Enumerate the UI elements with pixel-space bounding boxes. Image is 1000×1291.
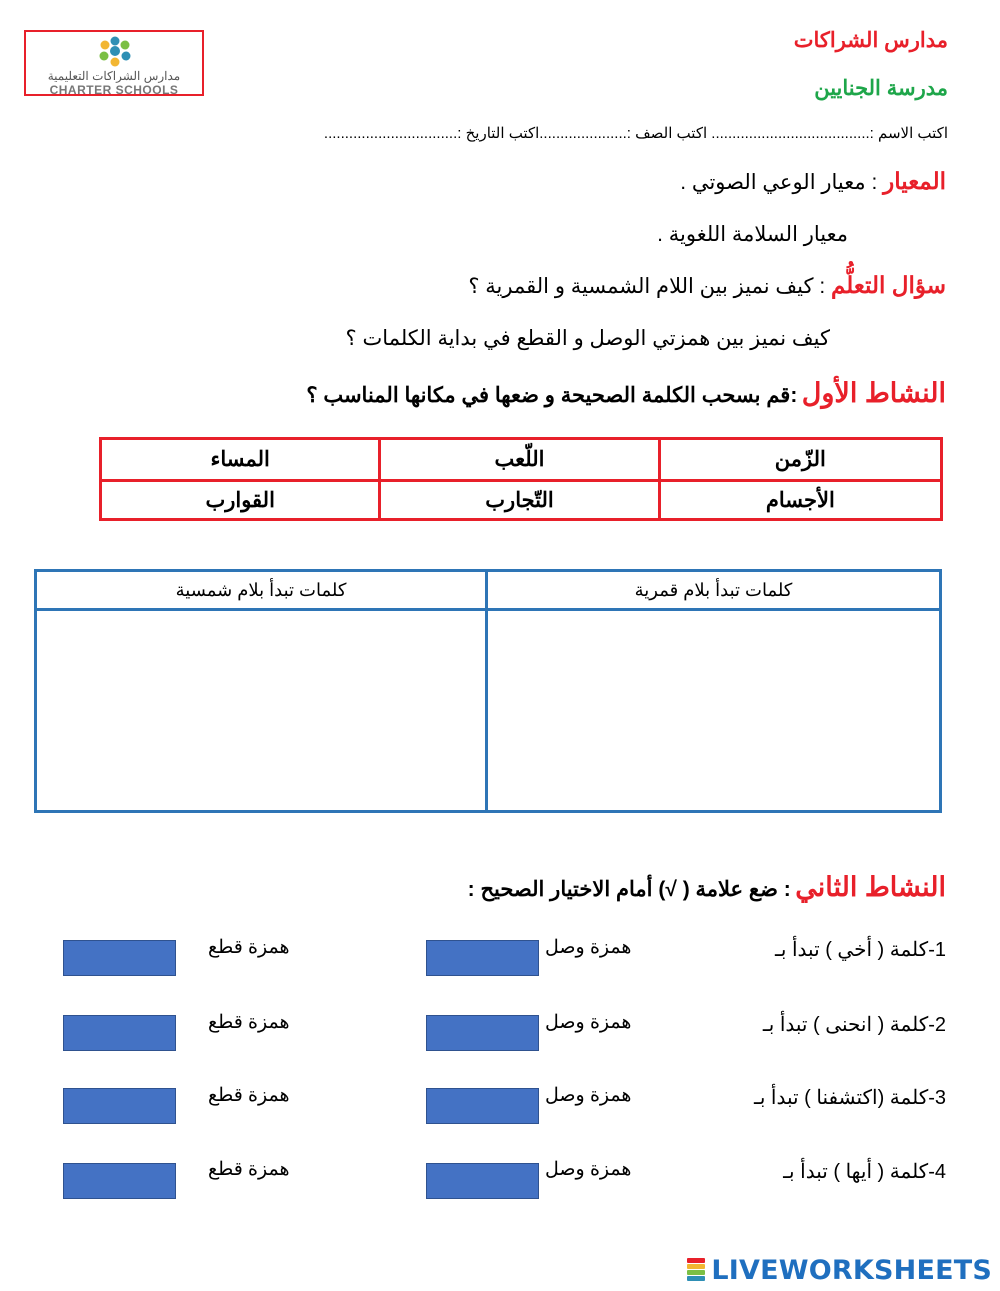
draggable-word[interactable]: الأجسام xyxy=(661,479,940,518)
moon-letter-drop-zone[interactable] xyxy=(488,608,939,810)
question-2: 2-كلمة ( انحنى ) تبدأ بـ xyxy=(762,1014,946,1036)
option-wasl-label: همزة وصل xyxy=(545,1159,632,1180)
draggable-word[interactable]: التّجارب xyxy=(381,479,660,518)
answer-box-qat-3[interactable] xyxy=(63,1088,176,1124)
school-name-title: مدرسة الجنايين xyxy=(814,77,948,100)
option-qat-label: همزة قطع xyxy=(208,937,290,958)
learning-question-text-1: : كيف نميز بين اللام الشمسية و القمرية ؟ xyxy=(468,275,826,298)
answer-box-wasl-1[interactable] xyxy=(426,940,539,976)
sorting-table xyxy=(34,569,942,813)
sun-letter-drop-zone[interactable] xyxy=(37,608,488,810)
answer-box-wasl-2[interactable] xyxy=(426,1015,539,1051)
answer-box-qat-1[interactable] xyxy=(63,940,176,976)
learning-question-label: سؤال التعلُّم xyxy=(831,272,946,298)
option-qat-label: همزة قطع xyxy=(208,1085,290,1106)
answer-box-qat-2[interactable] xyxy=(63,1015,176,1051)
draggable-word[interactable]: اللّعب xyxy=(381,440,660,479)
activity1-label: النشاط الأول xyxy=(801,378,946,408)
learning-question-line-1 xyxy=(468,272,946,299)
option-qat-label: همزة قطع xyxy=(208,1012,290,1033)
standard-label: المعيار xyxy=(883,168,946,194)
learning-question-text-2: كيف نميز بين همزتي الوصل و القطع في بداية الكلمات ؟ xyxy=(345,327,830,350)
activity2-heading xyxy=(468,872,946,903)
answer-box-wasl-3[interactable] xyxy=(426,1088,539,1124)
word-bank-table xyxy=(99,437,943,521)
liveworksheets-brand xyxy=(687,1255,992,1285)
question-4: 4-كلمة ( أيها ) تبدأ بـ xyxy=(783,1161,946,1183)
flower-emblem-icon xyxy=(94,35,136,69)
option-wasl-label: همزة وصل xyxy=(545,1085,632,1106)
moon-letter-header: كلمات تبدأ بلام قمرية xyxy=(634,579,793,600)
draggable-word[interactable]: الزّمن xyxy=(774,448,826,471)
answer-box-qat-4[interactable] xyxy=(63,1163,176,1199)
logo-arabic-text: مدارس الشراكات التعليمية xyxy=(47,69,181,83)
option-wasl-label: همزة وصل xyxy=(545,937,632,958)
option-qat-label: همزة قطع xyxy=(208,1159,290,1180)
answer-box-wasl-4[interactable] xyxy=(426,1163,539,1199)
draggable-word[interactable]: المساء xyxy=(102,440,381,479)
school-logo xyxy=(24,30,204,96)
question-1: 1-كلمة ( أخي ) تبدأ بـ xyxy=(775,939,946,961)
activity1-heading xyxy=(306,378,946,409)
draggable-word[interactable]: القوارب xyxy=(102,479,381,518)
sun-letter-header: كلمات تبدأ بلام شمسية xyxy=(37,572,488,608)
logo-english-text: CHARTER SCHOOLS xyxy=(49,83,179,97)
standard-text-2: معيار السلامة اللغوية . xyxy=(657,223,848,246)
activity2-label: النشاط الثاني xyxy=(795,872,946,902)
activity1-instruction: :قم بسحب الكلمة الصحيحة و ضعها في مكانها المناسب ؟ xyxy=(306,384,798,407)
liveworksheets-wordmark: LIVEWORKSHEETS xyxy=(711,1254,992,1286)
liveworksheets-logo-icon xyxy=(687,1258,705,1282)
standard-line-1 xyxy=(680,168,946,195)
school-network-title: مدارس الشراكات xyxy=(793,29,948,52)
standard-text-1: : معيار الوعي الصوتي . xyxy=(680,171,878,194)
student-info-line: اكتب الاسم :...................................... اكتب الصف :.....................اكتب التاريخ :................................ xyxy=(323,125,948,142)
question-3: 3-كلمة (اكتشفنا ) تبدأ بـ xyxy=(753,1087,946,1109)
activity2-instruction: : ضع علامة ( √) أمام الاختيار الصحيح : xyxy=(467,878,791,901)
option-wasl-label: همزة وصل xyxy=(545,1012,632,1033)
